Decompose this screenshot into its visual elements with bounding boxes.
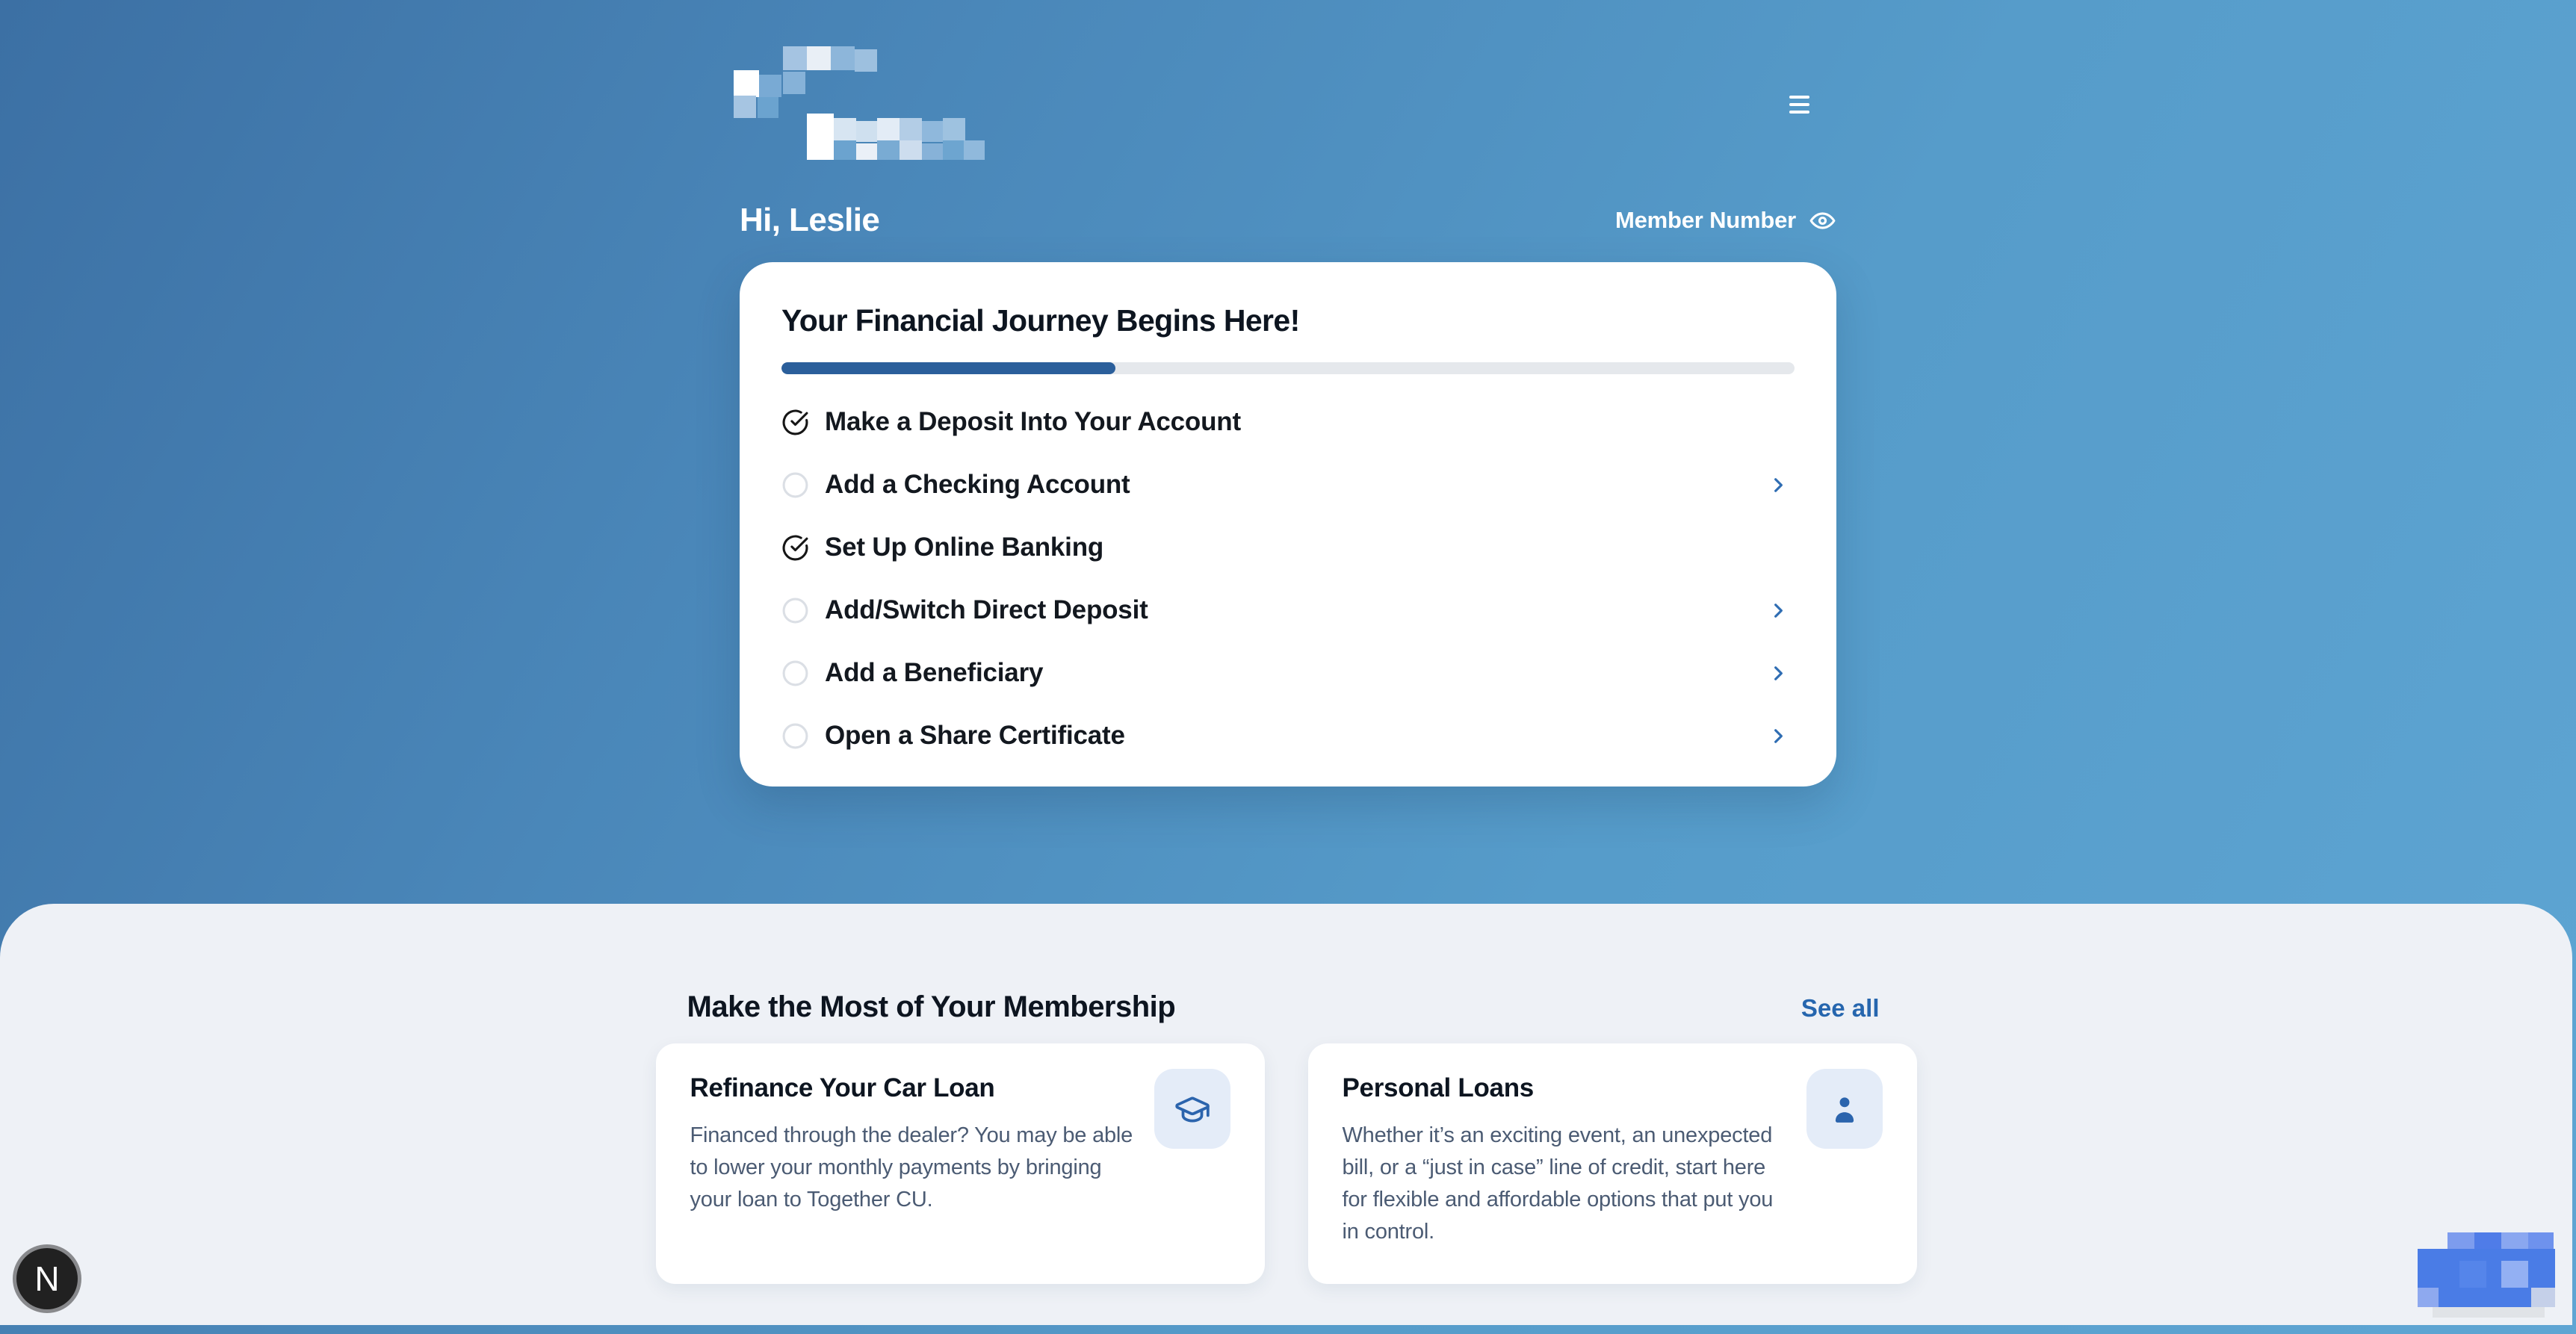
redacted-pixel [2433,1307,2545,1318]
eye-icon [1809,207,1836,235]
redacted-pixel [856,143,877,160]
redacted-pixel [922,121,943,142]
offer-title: Refinance Your Car Loan [690,1073,995,1102]
journey-item-label: Add a Checking Account [825,470,1130,499]
offer-card-refinance-car-loan[interactable] [656,1043,1265,1284]
top-bar [740,0,1836,146]
redacted-pixel [758,97,778,118]
redacted-pixel [807,46,831,70]
hamburger-icon [1789,96,1809,99]
membership-section [0,904,2572,1325]
journey-card-title: Your Financial Journey Begins Here! [781,303,1300,338]
offer-icon-tile [1806,1069,1883,1149]
circle-unchecked-icon [781,660,809,687]
redacted-pixel [856,121,877,142]
journey-item-share-certificate[interactable] [781,704,1795,767]
membership-section-title: Make the Most of Your Membership [687,990,1176,1023]
chevron-right-icon [1767,725,1795,748]
chevron-right-icon [1767,474,1795,497]
redacted-pixel [2501,1232,2528,1249]
redacted-pixel [759,75,781,97]
redacted-pixel [783,46,807,70]
offer-title: Personal Loans [1342,1073,1534,1102]
redacted-pixel [2459,1261,2486,1288]
redacted-pixel [2528,1232,2554,1249]
offer-description: Whether it’s an exciting event, an unexpected bill, or a “just in case” line of credit, start here for flexible and affordable options that put you in control. [1342,1123,1774,1244]
dev-badge-letter: N [34,1259,60,1298]
journey-item-label: Make a Deposit Into Your Account [825,407,1241,436]
chevron-right-icon [1767,662,1795,685]
redacted-pixel [900,118,922,140]
offer-cards-row [656,1043,1917,1284]
greeting-row [740,202,1836,239]
redacted-pixel [734,70,759,97]
redacted-chat-widget[interactable] [2418,1229,2555,1319]
circle-unchecked-icon [781,471,809,499]
graduation-cap-icon [1174,1091,1211,1128]
offer-description: Financed through the dealer? You may be able to lower your monthly payments by bringing your loan to Together CU. [690,1123,1133,1212]
check-circle-icon [781,534,809,562]
journey-item-label: Add/Switch Direct Deposit [825,595,1148,624]
redacted-pixel [734,96,756,118]
offer-icon-tile [1154,1069,1230,1149]
redacted-pixel [2447,1232,2474,1249]
circle-unchecked-icon [781,722,809,750]
nextjs-dev-badge[interactable] [16,1248,78,1309]
offer-card-personal-loans[interactable] [1308,1043,1917,1284]
person-icon [1826,1091,1863,1128]
greeting-text: Hi, Leslie [740,202,880,238]
redacted-pixel [834,140,856,160]
redacted-pixel [855,49,877,72]
journey-item-online-banking [781,516,1795,579]
chevron-right-icon [1767,599,1795,622]
journey-item-label: Add a Beneficiary [825,658,1044,687]
redacted-pixel [2501,1261,2528,1288]
journey-item-direct-deposit[interactable] [781,579,1795,642]
redacted-pixel [922,143,943,160]
redacted-pixel [2531,1288,2555,1307]
journey-item-make-deposit [781,391,1795,453]
redacted-pixel [943,118,965,140]
journey-item-add-beneficiary[interactable] [781,642,1795,704]
redacted-pixel [783,72,805,94]
redacted-pixel [943,140,964,160]
check-circle-icon [781,409,809,436]
redacted-pixel [807,114,834,160]
journey-item-label: Set Up Online Banking [825,533,1104,562]
journey-card [740,262,1836,787]
redacted-pixel [900,140,922,160]
app-logo-redacted[interactable] [734,46,991,158]
redacted-pixel [831,46,855,70]
journey-item-label: Open a Share Certificate [825,721,1125,750]
redacted-pixel [834,118,856,140]
journey-progress-fill [781,362,1115,374]
redacted-pixel [2418,1288,2439,1307]
redacted-pixel [964,140,985,160]
see-all-link[interactable]: See all [1801,994,1880,1022]
member-number-label: Member Number [1614,207,1796,233]
redacted-pixel [877,140,900,160]
member-number-toggle[interactable] [1615,207,1836,235]
redacted-pixel [877,118,900,140]
circle-unchecked-icon [781,597,809,624]
hamburger-menu-button[interactable] [1775,81,1823,128]
journey-item-add-checking[interactable] [781,453,1795,516]
journey-progress-bar [781,362,1795,374]
redacted-pixel [2474,1232,2501,1249]
journey-checklist [781,391,1795,767]
